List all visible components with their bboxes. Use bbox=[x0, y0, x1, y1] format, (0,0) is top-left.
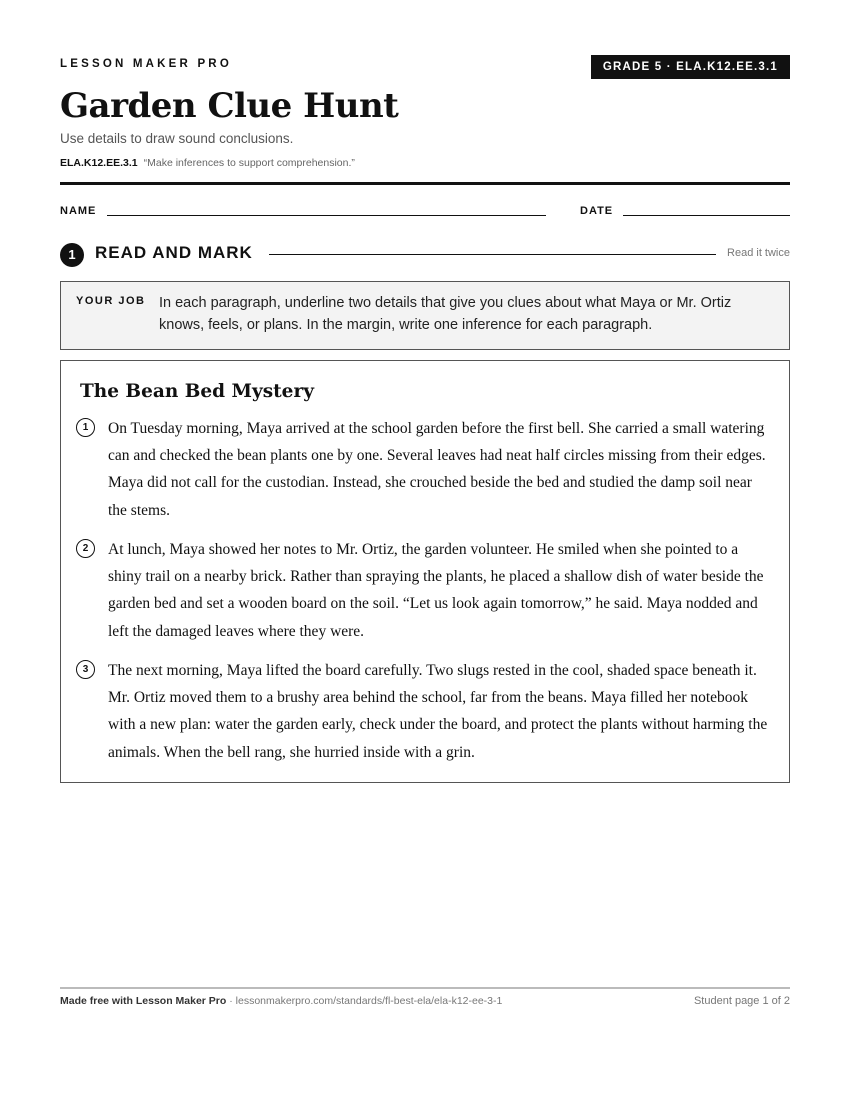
name-field[interactable] bbox=[107, 215, 546, 216]
page-title: Garden Clue Hunt bbox=[60, 86, 399, 126]
section-header bbox=[60, 242, 790, 268]
instructions-box bbox=[60, 281, 790, 350]
footer-brand: Made free with Lesson Maker Pro bbox=[60, 995, 227, 1007]
paragraph-text: The next morning, Maya lifted the board carefully. Two slugs rested in the cool, shaded space beneath it. Mr. Ortiz moved them to a brushy area behind the school, far from the beans. Maya filled her notebook with a new plan: water the garden early, check under the board, and protect the plants without harming the animals. When the bell rang, she hurried inside with a grin. bbox=[108, 662, 768, 761]
page-indicator: Student page 1 of 2 bbox=[693, 995, 790, 1007]
paragraph-text: On Tuesday morning, Maya arrived at the school garden before the first bell. She carried a small watering can and checked the bean plants one by one. Several leaves had neat half circles missing from their edges. Maya did not call for the custodian. Instead, she crouched beside the bed and studied the damp soil near the stems. bbox=[108, 420, 766, 519]
standard-code: ELA.K12.EE.3.1 bbox=[60, 157, 138, 169]
instructions-label: YOUR JOB bbox=[76, 295, 146, 307]
worksheet-page bbox=[60, 0, 790, 1100]
paragraph-text: At lunch, Maya showed her notes to Mr. Ortiz, the garden volunteer. He smiled when she pointed to a shiny trail on a nearby brick. Rather than spraying the plants, he placed a shallow dish of water beside the garden bed and set a wooden board on the soil. “Let us look again tomorrow,” he said. Maya nodded and left the damaged leaves where they were. bbox=[108, 541, 764, 640]
standard-text: “Make inferences to support comprehension.” bbox=[143, 157, 355, 169]
date-field[interactable] bbox=[623, 215, 790, 216]
paragraph-number-badge: 1 bbox=[76, 418, 95, 437]
instructions-text: In each paragraph, underline two details that give you clues about what Maya or Mr. Ortiz knows, feels, or plans. In the margin, write one inference for each paragraph. bbox=[159, 295, 732, 333]
section-note: Read it twice bbox=[727, 247, 790, 259]
section-divider bbox=[269, 254, 716, 255]
header-divider bbox=[60, 182, 790, 185]
page-subtitle: Use details to draw sound conclusions. bbox=[60, 131, 294, 146]
footer-credit bbox=[60, 995, 502, 1007]
date-label: DATE bbox=[580, 205, 614, 217]
name-label: NAME bbox=[60, 205, 97, 217]
footer-url: · lessonmakerpro.com/standards/fl-best-ela/ela-k12-ee-3-1 bbox=[226, 995, 503, 1007]
brand-name: LESSON MAKER PRO bbox=[60, 58, 232, 70]
paragraph-number-badge: 3 bbox=[76, 660, 95, 679]
section-title: READ AND MARK bbox=[95, 243, 253, 262]
standard-line bbox=[60, 157, 355, 169]
story-title: The Bean Bed Mystery bbox=[80, 381, 314, 402]
section-number-badge: 1 bbox=[60, 243, 84, 267]
grade-badge: GRADE 5 · ELA.K12.EE.3.1 bbox=[591, 55, 790, 79]
footer-divider bbox=[60, 987, 790, 989]
paragraph-number-badge: 2 bbox=[76, 539, 95, 558]
story-box bbox=[60, 360, 790, 783]
